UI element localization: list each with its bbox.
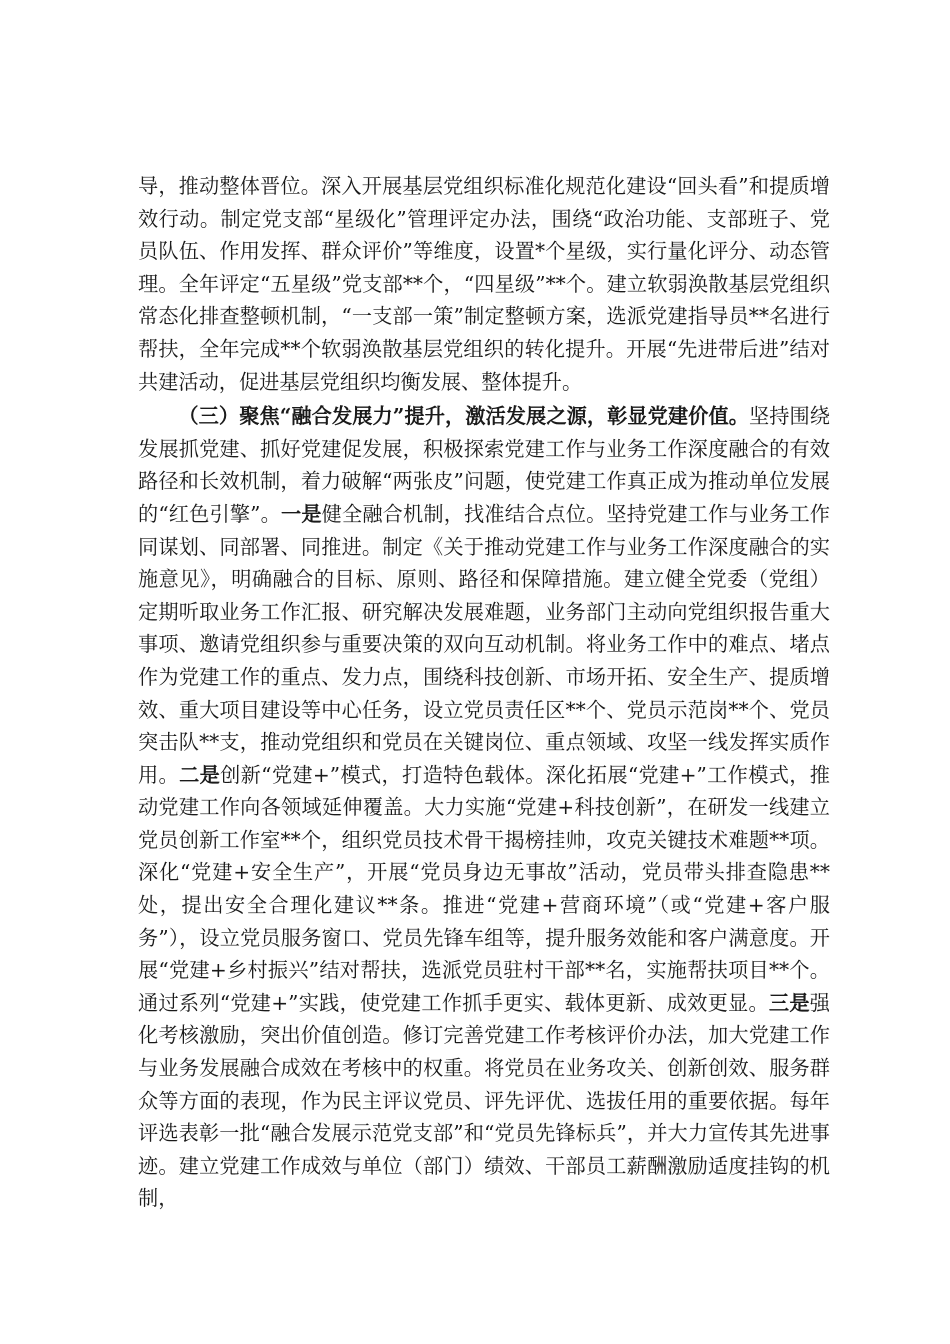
- paragraph-section-three: [138, 400, 830, 1215]
- section-intro: 坚持围绕发展抓党建、抓好党建促发展，积极探索党建工作与业务工作深度融合的有效路径和长效机制，着力破解“两张皮”问题，使党建工作真正成为推动单位发展的“红色引擎”。: [138, 404, 830, 526]
- point-3-text: 强化考核激励，突出价值创造。修订完善党建工作考核评价办法，加大党建工作与业务发展融合成效在考核中的权重。将党员在业务攻关、创新创效、服务群众等方面的表现，作为民主评议党员、评先评优、选拔任用的重要依据。每年评选表彰一批“融合发展示范党支部”和“党员先锋标兵”，并大力宣传其先进事迹。建立党建工作成效与单位（部门）绩效、干部员工薪酬激励适度挂钩的机制，: [138, 990, 830, 1211]
- point-1-text: 健全融合机制，找准结合点位。坚持党建工作与业务工作同谋划、同部署、同推进。制定《关于推动党建工作与业务工作深度融合的实施意见》，明确融合的目标、原则、路径和保障措施。建立健全党委（党组）定期听取业务工作汇报、研究解决发展难题，业务部门主动向党组织报告重大事项、邀请党组织参与重要决策的双向互动机制。将业务工作中的难点、堵点作为党建工作的重点、发力点，围绕科技创新、市场开拓、安全生产、提质增效、重大项目建设等中心任务，设立党员责任区**个、党员示范岗**个、党员突击队**支，推动党组织和党员在关键岗位、重点领域、攻坚一线发挥实质作用。: [138, 501, 830, 787]
- section-heading: （三）聚焦“融合发展力”提升，激活发展之源，彰显党建价值。: [178, 404, 749, 429]
- point-2-text: 创新“党建+”模式，打造特色载体。深化拓展“党建+”工作模式，推动党建工作向各领域延伸覆盖。大力实施“党建+科技创新”，在研发一线建立党员创新工作室**个，组织党员技术骨干揭榜挂帅，攻克关键技术难题**项。深化“党建+安全生产”，开展“党员身边无事故”活动，党员带头排查隐患**处，提出安全合理化建议**条。推进“党建+营商环境”（或“党建+客户服务”），设立党员服务窗口、党员先锋车组等，提升服务效能和客户满意度。开展“党建+乡村振兴”结对帮扶，选派党员驻村干部**名，实施帮扶项目**个。通过系列“党建+”实践，使党建工作抓手更实、载体更新、成效更显。: [138, 762, 830, 1015]
- point-2-label: 二是: [179, 762, 221, 787]
- paragraph-continued: [138, 170, 830, 398]
- document-body: [138, 170, 830, 1215]
- point-1-label: 一是: [280, 501, 322, 526]
- paragraph-1-text: 导，推动整体晋位。深入开展基层党组织标准化规范化建设“回头看”和提质增效行动。制定党支部“星级化”管理评定办法，围绕“政治功能、支部班子、党员队伍、作用发挥、群众评价”等维度，设置*个星级，实行量化评分、动态管理。全年评定“五星级”党支部**个，“四星级”**个。建立软弱涣散基层党组织常态化排查整顿机制，“一支部一策”制定整顿方案，选派党建指导员**名进行帮扶，全年完成**个软弱涣散基层党组织的转化提升。开展“先进带后进”结对共建活动，促进基层党组织均衡发展、整体提升。: [138, 174, 830, 394]
- point-3-label: 三是: [768, 990, 810, 1015]
